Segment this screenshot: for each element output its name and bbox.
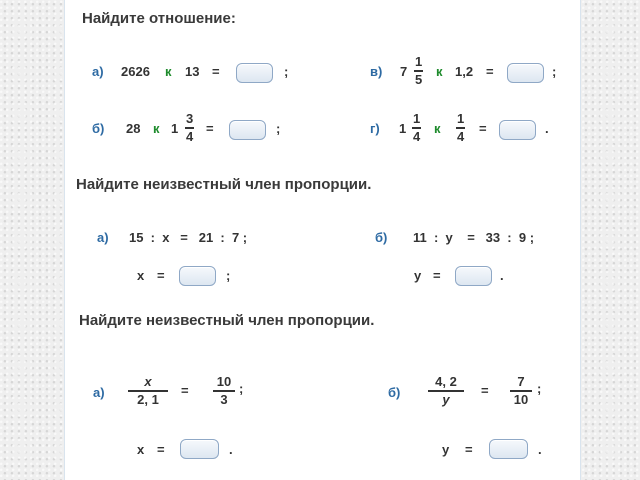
s3-b-fraction-1 [428, 375, 464, 407]
s1-g-numerator-2: 1 [457, 111, 465, 126]
s1-b-numerator: 3 [186, 111, 194, 126]
s1-v-semicolon: ; [552, 64, 557, 79]
s1-g-period: . [545, 121, 549, 136]
s3-a-answer-input[interactable] [180, 439, 219, 459]
s2-a-answer-input[interactable] [179, 266, 216, 286]
s1-v-whole: 7 [400, 64, 408, 79]
s2-a-variable: х [137, 268, 145, 283]
s3-a-numerator-2: 10 [216, 374, 232, 389]
s2-b-variable: у [414, 268, 422, 283]
s2-a-semicolon: ; [226, 268, 231, 283]
section1-title: Найдите отношение: [82, 10, 236, 27]
s1-g-fraction-1 [412, 112, 421, 144]
s3-label-a: а) [93, 385, 105, 400]
s2-a-proportion: 15 : х = 21 : 7 ; [129, 230, 248, 245]
s1-g-denominator-1: 4 [413, 129, 421, 144]
s2-b-answer-input[interactable] [455, 266, 492, 286]
s1-b-denominator: 4 [186, 129, 194, 144]
s2-b-equals: = [433, 268, 441, 283]
s1-v-denominator: 5 [415, 72, 423, 87]
s3-b-variable: у [442, 442, 450, 457]
s1-g-denominator-2: 4 [457, 129, 465, 144]
s2-b-period: . [500, 268, 504, 283]
s3-a-fraction-1 [128, 375, 168, 407]
s1-label-a: а) [92, 64, 104, 79]
s2-label-a: а) [97, 230, 109, 245]
s1-v-answer-input[interactable] [507, 63, 544, 83]
s1-a-right-number: 13 [185, 64, 200, 79]
s1-v-k-word: к [436, 64, 443, 79]
s1-g-k-word: к [434, 121, 441, 136]
s3-b-denominator-2: 10 [513, 392, 529, 407]
s1-g-fraction-2 [456, 112, 465, 144]
s3-b-equals-2: = [465, 442, 473, 457]
s3-a-period: . [229, 442, 233, 457]
s1-v-numerator: 1 [415, 54, 423, 69]
s1-b-semicolon: ; [276, 121, 281, 136]
s3-b-numerator-2: 7 [517, 374, 525, 389]
s1-a-equals: = [212, 64, 220, 79]
s1-v-fraction [414, 55, 423, 87]
s3-b-period: . [538, 442, 542, 457]
s3-label-b: б) [388, 385, 401, 400]
s1-g-answer-input[interactable] [499, 120, 536, 140]
s1-label-b: б) [92, 121, 105, 136]
s3-a-denominator-2: 3 [220, 392, 228, 407]
s3-a-fraction-2 [213, 375, 235, 407]
s1-b-left-number: 28 [126, 121, 141, 136]
s1-b-k-word: к [153, 121, 160, 136]
s2-b-proportion: 11 : у = 33 : 9 ; [413, 230, 535, 245]
s3-a-semicolon: ; [239, 381, 244, 396]
s3-b-equals: = [481, 383, 489, 398]
s1-v-equals: = [486, 64, 494, 79]
s3-a-denominator-1: 2, 1 [137, 392, 159, 407]
s1-a-answer-input[interactable] [236, 63, 273, 83]
s1-b-equals: = [206, 121, 214, 136]
s1-label-g: г) [370, 121, 380, 136]
s1-g-equals: = [479, 121, 487, 136]
s1-label-v: в) [370, 64, 383, 79]
s1-b-answer-input[interactable] [229, 120, 266, 140]
s3-b-numerator-1: 4, 2 [435, 374, 457, 389]
s3-a-equals: = [181, 383, 189, 398]
section3-title: Найдите неизвестный член пропорции. [79, 312, 375, 329]
section2-title: Найдите неизвестный член пропорции. [76, 176, 372, 193]
s1-a-semicolon: ; [284, 64, 289, 79]
s2-a-equals: = [157, 268, 165, 283]
s3-a-numerator-1: х [144, 374, 152, 389]
s3-b-answer-input[interactable] [489, 439, 528, 459]
s3-a-equals-2: = [157, 442, 165, 457]
s1-a-k-word: к [165, 64, 172, 79]
s1-b-whole: 1 [171, 121, 179, 136]
s3-b-denominator-1: у [442, 392, 450, 407]
s1-b-fraction [185, 112, 194, 144]
s1-g-whole: 1 [399, 121, 407, 136]
s1-v-right-number: 1,2 [455, 64, 474, 79]
s3-a-variable: х [137, 442, 145, 457]
s1-a-left-number: 2626 [121, 64, 150, 79]
s2-label-b: б) [375, 230, 388, 245]
s3-b-fraction-2 [510, 375, 532, 407]
s1-g-numerator-1: 1 [413, 111, 421, 126]
s3-b-semicolon: ; [537, 381, 542, 396]
